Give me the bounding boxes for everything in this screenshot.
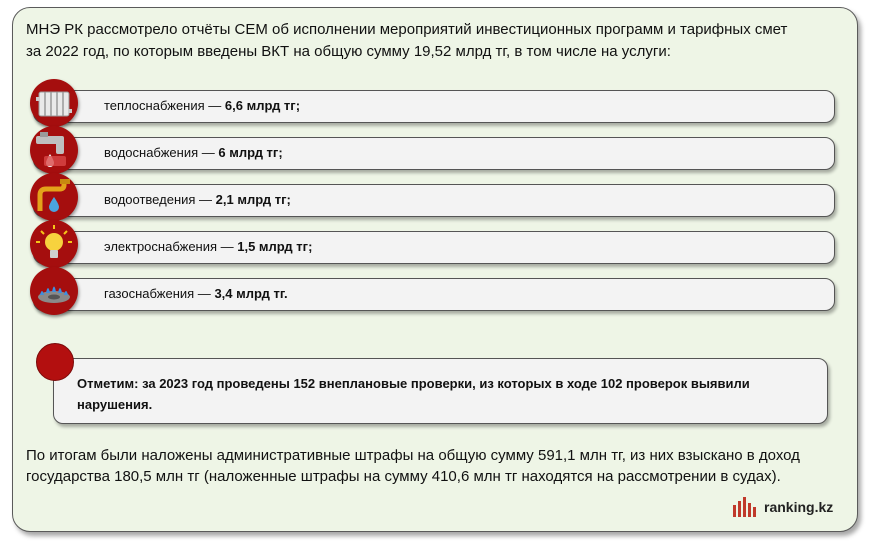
drain-pipe-icon	[30, 173, 78, 221]
service-item-water-supply	[33, 137, 835, 170]
service-value: 1,5 млрд тг;	[237, 239, 313, 254]
bar-chart-logo-icon	[732, 497, 758, 517]
service-item-heating	[33, 90, 835, 123]
intro-line-2: за 2022 год, по которым введены ВКТ на общую сумму 19,52 млрд тг, в том числе на услуги:	[26, 43, 671, 60]
intro-paragraph	[26, 19, 836, 63]
service-value: 6,6 млрд тг;	[224, 98, 301, 113]
service-text: водоотведения — 2,1 млрд тг;	[104, 192, 291, 207]
service-text: водоснабжения — 6 млрд тг;	[104, 145, 283, 160]
lightbulb-icon	[30, 220, 78, 268]
service-value: 3,4 млрд тг.	[214, 286, 288, 301]
ranking-logo	[732, 497, 833, 517]
service-text: газоснабжения — 3,4 млрд тг.	[104, 286, 288, 301]
service-item-drainage	[33, 184, 835, 217]
service-text: теплоснабжения — 6,6 млрд тг;	[104, 98, 301, 113]
service-value: 2,1 млрд тг;	[215, 192, 291, 207]
note-text: Отметим: за 2023 год проведены 152 внеплановые проверки, из которых в ходе 102 проверок выявили нарушения.	[77, 376, 750, 412]
service-text: электроснабжения — 1,5 млрд тг;	[104, 239, 313, 254]
radiator-icon	[30, 79, 78, 127]
gas-flame-icon	[30, 267, 78, 315]
outro-paragraph: По итогам были наложены административные штрафы на общую сумму 591,1 млн тг, из них взыскано в доход государства 180,5 млн тг (наложенные штрафы на сумму 410,6 млн тг находятся на рассмотрении в судах).	[26, 447, 800, 485]
service-item-gas	[33, 278, 835, 311]
note-box	[53, 358, 828, 424]
logo-text: ranking.kz	[764, 499, 834, 515]
service-item-electricity	[33, 231, 835, 264]
service-value: 6 млрд тг;	[218, 145, 283, 160]
note-marker-dot	[36, 343, 74, 381]
faucet-icon	[30, 126, 78, 174]
intro-line-1: МНЭ РК рассмотрело отчёты СЕМ об исполнении мероприятий инвестиционных программ и тарифных смет	[26, 21, 788, 38]
